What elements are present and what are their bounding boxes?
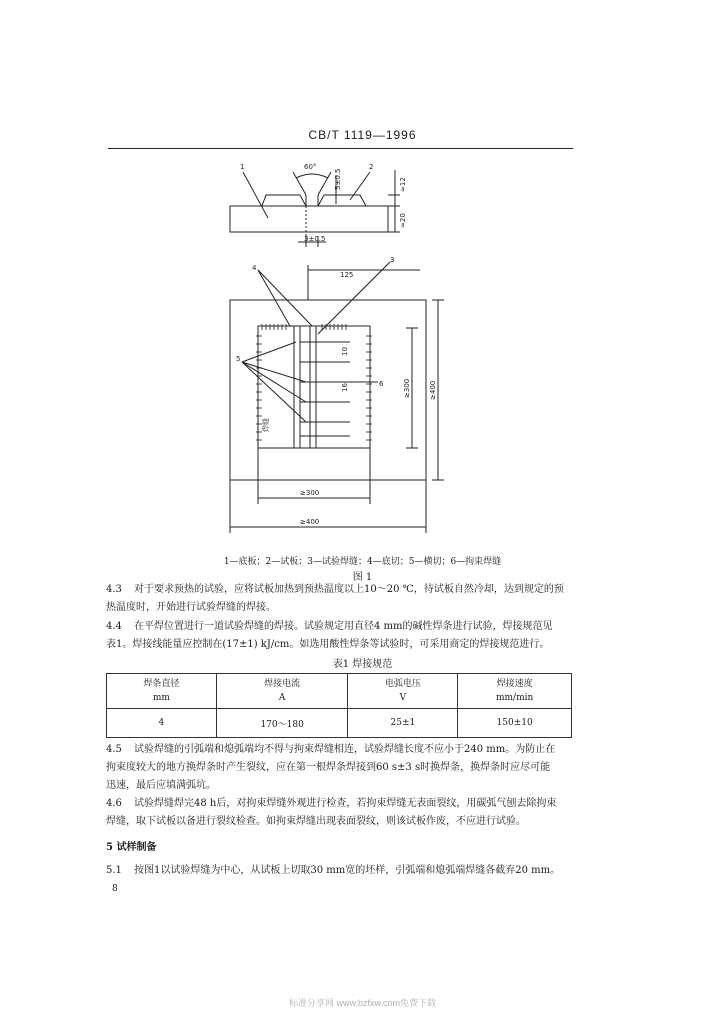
dim-inner-height: ≥300	[403, 378, 411, 398]
paragraph-number: 5.1	[106, 865, 122, 876]
paragraph-number: 4.3	[106, 584, 122, 595]
dim-outer-height: ≥400	[429, 380, 437, 400]
paragraph-5-1	[106, 862, 574, 880]
paragraph-text: 焊缝，取下试板以备进行裂纹检查。如拘束焊缝出现表面裂纹，则该试板作废，不应进行试验。	[106, 816, 526, 827]
welding-spec-table	[106, 673, 572, 738]
figure-label: 图 1	[352, 572, 373, 583]
table-header-row	[107, 674, 572, 709]
table-header-cell: 焊条直径 mm	[107, 674, 217, 709]
paragraph-text: 表1。焊接线能量应控制在(17±1) kJ/cm。如选用酸性焊条等试验时，可采用商定的焊接规范进行。	[106, 639, 550, 650]
callout-5-plan: 5	[236, 355, 241, 363]
callout-6-plan: 6	[379, 380, 384, 388]
paragraph-text: 拘束度较大的地方换焊条时产生裂纹，应在第一根焊条焊接到60 s±3 s时换焊条，换焊条时应尽可能	[106, 762, 551, 773]
dim-root-width: 3±0.5	[304, 235, 326, 243]
watermark: 标准分享网 www.bzfxw.com免费下载	[288, 998, 436, 1008]
paragraph-text: 按图1以试验焊缝为中心，从试板上切取30 mm宽的坯样，引弧端和熄弧端焊缝各截弃20 mm。	[134, 865, 561, 876]
table-cell: 170～180	[216, 709, 348, 738]
plan-view	[230, 262, 444, 533]
paragraph-text: 试验焊缝的引弧端和熄弧端均不得与拘束焊缝相连，试验焊缝长度不应小于240 mm。为防止在	[134, 744, 556, 755]
table-title: 表1 焊接规范	[332, 659, 393, 670]
callout-4-plan: 4	[252, 264, 257, 272]
dim-small-b: 16	[341, 383, 349, 392]
paragraph-number: 4.5	[106, 744, 122, 755]
paragraph-text: 在平焊位置进行一道试验焊缝的焊接。试验规定用直径4 mm的碱性焊条进行试验，焊接规范见	[134, 621, 553, 632]
table-cell: 25±1	[348, 709, 458, 738]
paragraph-4-4	[106, 618, 574, 654]
dim-small-a: 10	[341, 347, 349, 356]
callout-3-plan: 3	[390, 256, 395, 264]
paragraph-number: 4.4	[106, 621, 122, 632]
page-header: CB/T 1119—1996	[308, 128, 417, 142]
paragraph-text: 迅速，最后应填满弧坑。	[106, 780, 216, 791]
table-cell: 4	[107, 709, 217, 738]
dim-weld-height: ≈12	[399, 177, 407, 192]
table-header-cell: 电弧电压 V	[348, 674, 458, 709]
dim-inner-width: ≥300	[300, 489, 320, 497]
paragraph-text: 热温度时，开始进行试验焊缝的焊接。	[106, 602, 276, 613]
table-cell: 150±10	[458, 709, 572, 738]
paragraph-4-6	[106, 795, 574, 831]
paragraph-4-5	[106, 741, 574, 795]
dim-top-spacing: 125	[340, 271, 354, 279]
page-number: 8	[112, 884, 118, 894]
paragraph-text: 试验焊缝焊完48 h后，对拘束焊缝外观进行检查，若拘束焊缝无表面裂纹，用碳弧气刨去除拘束	[134, 798, 557, 809]
dim-angle: 60°	[304, 163, 317, 171]
dim-plate-thickness: ≈20	[399, 213, 407, 228]
table-header-cell: 焊接速度 mm/min	[458, 674, 572, 709]
paragraph-number: 4.6	[106, 798, 122, 809]
table-header-cell: 焊接电流 A	[216, 674, 348, 709]
callout-2-top: 2	[369, 163, 374, 171]
callout-1-top: 1	[240, 163, 245, 171]
dim-outer-width: ≥400	[300, 518, 320, 526]
dim-groove-depth: 5±0.5	[334, 168, 342, 190]
figure-legend: 1—底板；2—试板；3—试验焊缝；4—底切；5—横切；6—拘束焊缝	[223, 557, 502, 567]
section-5-title: 5 试样制备	[106, 842, 157, 853]
paragraph-text: 对于要求预热的试验，应将试板加热到预热温度以上10～20 ℃，待试板自然冷却，达到规定的预	[134, 584, 564, 595]
weld-label: 焊缝	[262, 418, 270, 432]
table-row	[107, 709, 572, 738]
paragraph-4-3	[106, 581, 574, 617]
